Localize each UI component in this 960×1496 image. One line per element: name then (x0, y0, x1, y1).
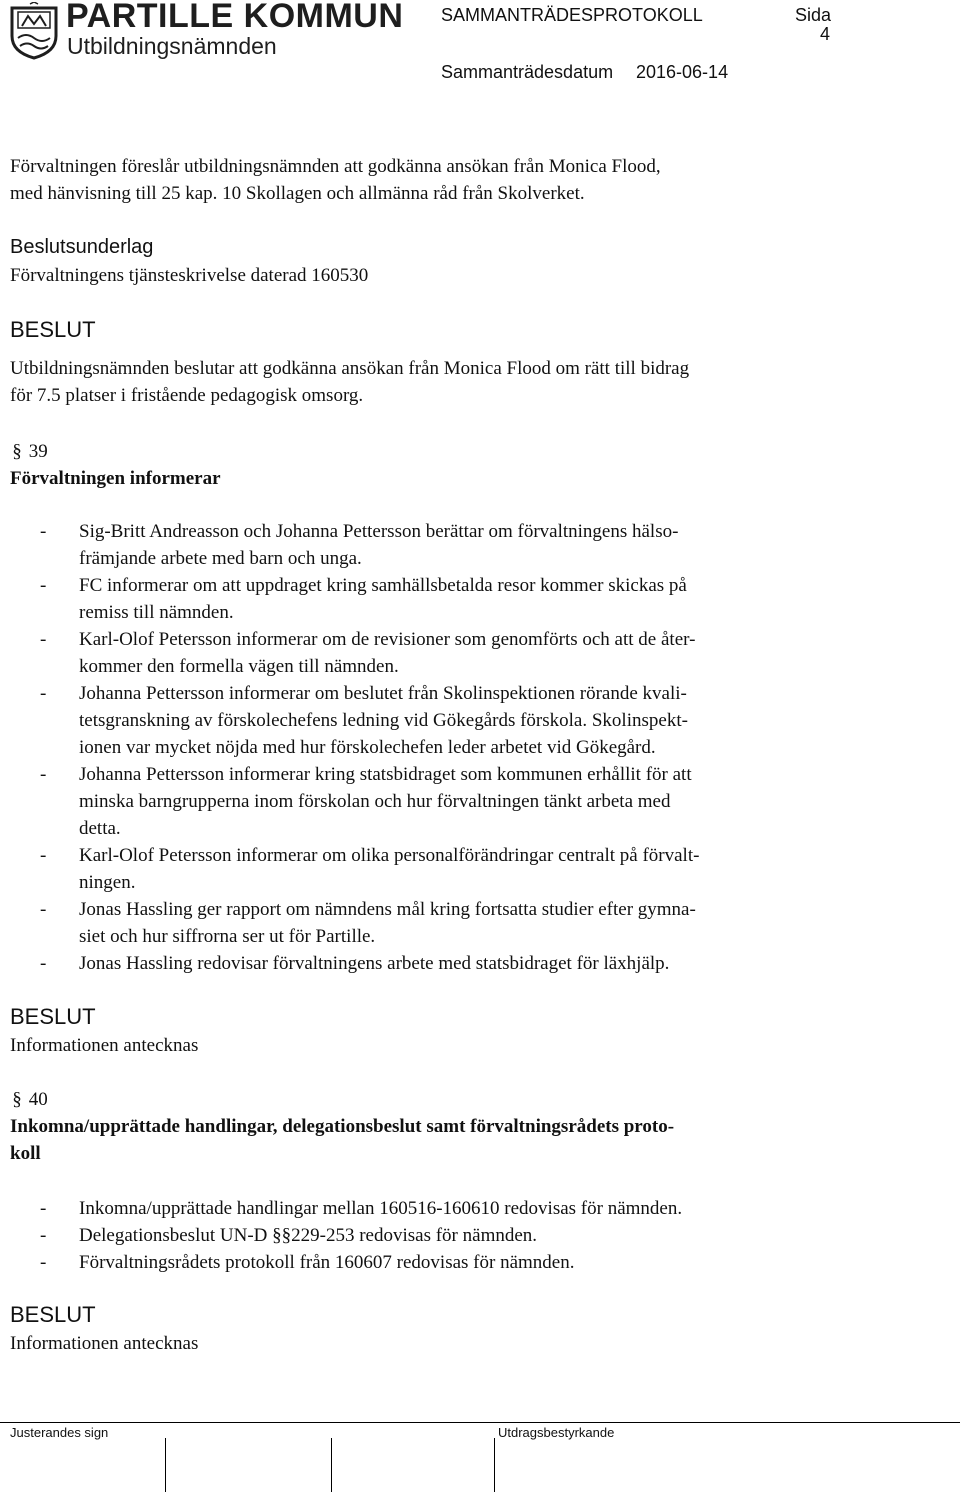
basis-heading: Beslutsunderlag (10, 236, 154, 258)
document-type: SAMMANTRÄDESPROTOKOLL (441, 5, 703, 25)
decision-heading: BESLUT (10, 1302, 96, 1327)
list-item (79, 1222, 537, 1249)
list-item: Inkomna/upprättade handlingar mellan 160516-160610 redovisas för nämnden. (79, 1198, 683, 1219)
page-number: 4 (820, 24, 831, 44)
section-40-number (10, 1086, 48, 1113)
list-item-line: detta. (79, 818, 121, 839)
certification-label: Utdragsbestyrkande (498, 1425, 615, 1440)
signature-box-divider (165, 1438, 166, 1492)
section-symbol: § (12, 1089, 22, 1110)
signature-box-divider (494, 1438, 495, 1492)
list-item: Förvaltningsrådets protokoll från 160607 redovisas för nämnden. (79, 1252, 575, 1273)
section-number: 40 (28, 1089, 48, 1110)
list-item-line: Jonas Hassling redovisar förvaltningens arbete med statsbidraget för läxhjälp. (79, 953, 670, 974)
list-dash: - (40, 845, 47, 866)
decision-text: Informationen antecknas (10, 1035, 199, 1056)
footer-divider (0, 1422, 960, 1423)
list-dash: - (40, 953, 47, 974)
section-symbol: § (12, 441, 22, 462)
proposal-line-2: med hänvisning till 25 kap. 10 Skollagen och allmänna råd från Skolverket. (10, 183, 585, 204)
list-item-line: främjande arbete med barn och unga. (79, 548, 362, 569)
list-dash: - (40, 575, 47, 596)
decision-heading: BESLUT (10, 1004, 96, 1029)
list-item-line: kommer den formella vägen till nämnden. (79, 656, 399, 677)
decision-heading: BESLUT (10, 317, 96, 342)
section-40-title-line-2: koll (10, 1143, 41, 1164)
list-dash: - (40, 1252, 47, 1273)
section-number: 39 (28, 441, 48, 462)
list-item-line: Jonas Hassling ger rapport om nämndens mål kring fortsatta studier efter gymna- (79, 899, 696, 920)
list-dash: - (40, 629, 47, 650)
list-item-line: tetsgranskning av förskolechefens ledning vid Gökegårds förskola. Skolinspekt- (79, 710, 688, 731)
list-item-line: Johanna Pettersson informerar kring statsbidraget som kommunen erhållit för att (79, 764, 692, 785)
list-item-line: Sig-Britt Andreasson och Johanna Pettersson berättar om förvaltningens hälso- (79, 521, 679, 542)
list-item-line: Karl-Olof Petersson informerar om olika personalförändringar centralt på förvalt- (79, 845, 700, 866)
list-item-line: FC informerar om att uppdraget kring samhällsbetalda resor kommer skickas på (79, 575, 687, 596)
double-section-symbol: §§ (272, 1225, 292, 1246)
section-39-number (10, 438, 48, 465)
list-item-line: remiss till nämnden. (79, 602, 234, 623)
list-dash: - (40, 683, 47, 704)
list-dash: - (40, 899, 47, 920)
list-dash: - (40, 1198, 47, 1219)
list-item-line: Karl-Olof Petersson informerar om de revisioner som genomförts och att de åter- (79, 629, 696, 650)
organization-name: PARTILLE KOMMUN (66, 0, 404, 35)
meeting-date: 2016-06-14 (636, 62, 729, 82)
list-dash: - (40, 521, 47, 542)
list-item-line: minska barngrupperna inom förskolan och hur förvaltningen tänkt arbeta med (79, 791, 671, 812)
signer-label: Justerandes sign (10, 1425, 109, 1440)
list-item-line: ionen var mycket nöjda med hur förskolechefen leder arbetet vid Gökegård. (79, 737, 656, 758)
section-40-title-line-1: Inkomna/upprättade handlingar, delegationsbeslut samt förvaltningsrådets proto- (10, 1116, 675, 1137)
list-dash: - (40, 764, 47, 785)
signature-box-divider (331, 1438, 332, 1492)
section-39-title: Förvaltningen informerar (10, 468, 221, 489)
list-item-line: Johanna Pettersson informerar om beslutet från Skolinspektionen rörande kvali- (79, 683, 687, 704)
decision-line-1: Utbildningsnämnden beslutar att godkänna ansökan från Monica Flood om rätt till bidrag (10, 358, 690, 379)
page-label: Sida (795, 5, 832, 25)
organization-unit: Utbildningsnämnden (67, 33, 277, 59)
delegation-label: Delegationsbeslut UN-D (79, 1225, 268, 1246)
delegation-range: 229-253 redovisas för nämnden. (291, 1225, 538, 1246)
list-item-line: siet och hur siffrorna ser ut för Partille. (79, 926, 376, 947)
decision-line-2: för 7.5 platser i fristående pedagogisk omsorg. (10, 385, 364, 406)
decision-text: Informationen antecknas (10, 1333, 199, 1354)
list-dash: - (40, 1225, 47, 1246)
municipality-crest-icon (8, 2, 60, 60)
meeting-date-label: Sammanträdesdatum (441, 62, 614, 82)
proposal-line-1: Förvaltningen föreslår utbildningsnämnden att godkänna ansökan från Monica Flood, (10, 156, 661, 177)
basis-text: Förvaltningens tjänsteskrivelse daterad 160530 (10, 265, 369, 286)
list-item-line: ningen. (79, 872, 136, 893)
